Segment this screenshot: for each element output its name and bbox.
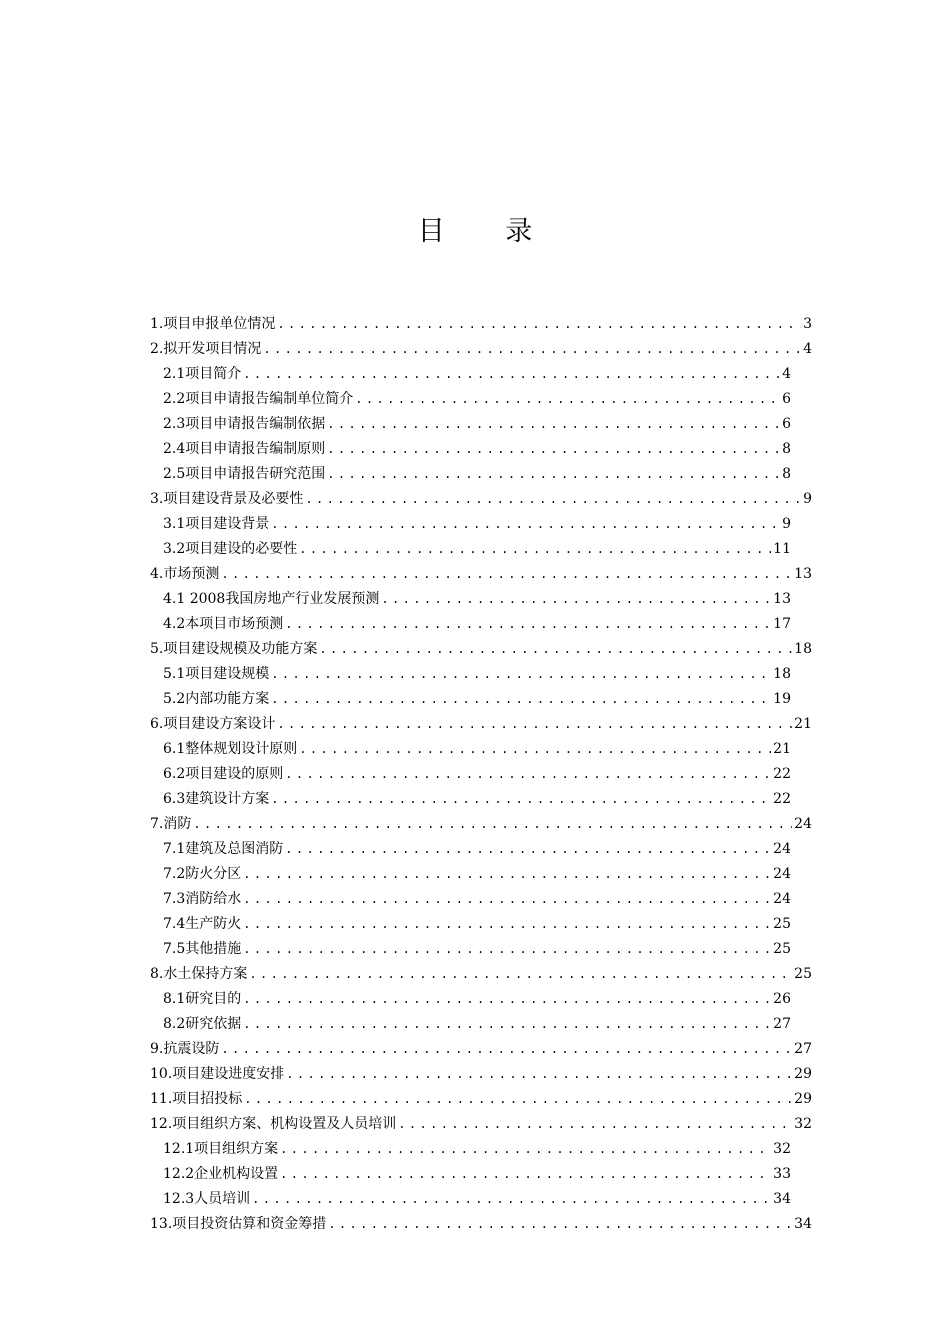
toc-entry[interactable] bbox=[163, 762, 791, 787]
toc-dot-leader bbox=[243, 862, 771, 887]
toc-dot-leader bbox=[280, 1137, 771, 1162]
toc-entry-title: 3.1项目建设背景 bbox=[163, 512, 271, 537]
toc-dot-leader bbox=[244, 1087, 792, 1112]
toc-entry-page-number: 24 bbox=[794, 816, 812, 832]
toc-dot-leader bbox=[327, 412, 780, 437]
toc-entry[interactable] bbox=[150, 487, 812, 512]
toc-entry[interactable] bbox=[163, 737, 791, 762]
toc-entry-title: 5.2内部功能方案 bbox=[163, 687, 271, 712]
toc-dot-leader bbox=[243, 1012, 771, 1037]
toc-entry-page-number: 17 bbox=[773, 616, 791, 632]
toc-entry-title: 4.市场预测 bbox=[150, 562, 221, 587]
toc-entry-title: 6.项目建设方案设计 bbox=[150, 712, 277, 737]
toc-dot-leader bbox=[249, 962, 792, 987]
toc-dot-leader bbox=[221, 1037, 792, 1062]
toc-entry[interactable] bbox=[163, 512, 791, 537]
toc-entry-title: 5.项目建设规模及功能方案 bbox=[150, 637, 319, 662]
toc-entry[interactable] bbox=[150, 962, 812, 987]
toc-entry-page-number: 13 bbox=[773, 591, 791, 607]
toc-dot-leader bbox=[327, 462, 780, 487]
toc-entry-page-number: 9 bbox=[803, 491, 812, 507]
toc-entry-page-number: 26 bbox=[773, 991, 791, 1007]
toc-entry-title: 12.2企业机构设置 bbox=[163, 1162, 280, 1187]
toc-entry-title: 4.2本项目市场预测 bbox=[163, 612, 285, 637]
toc-entry-page-number: 4 bbox=[803, 341, 812, 357]
toc-entry-title: 7.3消防给水 bbox=[163, 887, 243, 912]
toc-dot-leader bbox=[263, 337, 801, 362]
toc-entry-title: 3.项目建设背景及必要性 bbox=[150, 487, 305, 512]
toc-entry-title: 7.5其他措施 bbox=[163, 937, 243, 962]
toc-entry[interactable] bbox=[150, 1212, 812, 1237]
toc-dot-leader bbox=[221, 562, 792, 587]
toc-dot-leader bbox=[327, 437, 780, 462]
toc-entry-page-number: 6 bbox=[782, 391, 791, 407]
toc-entry-page-number: 8 bbox=[782, 466, 791, 482]
toc-entry-title: 3.2项目建设的必要性 bbox=[163, 537, 299, 562]
toc-entry-title: 8.水土保持方案 bbox=[150, 962, 249, 987]
toc-dot-leader bbox=[277, 712, 792, 737]
toc-entry-title: 2.5项目申请报告研究范围 bbox=[163, 462, 327, 487]
toc-entry-page-number: 3 bbox=[803, 316, 812, 332]
toc-entry-page-number: 22 bbox=[773, 766, 791, 782]
toc-dot-leader bbox=[271, 687, 771, 712]
toc-dot-leader bbox=[243, 362, 780, 387]
toc-entry[interactable] bbox=[163, 587, 791, 612]
toc-entry-title: 2.1项目简介 bbox=[163, 362, 243, 387]
toc-entry[interactable] bbox=[163, 987, 791, 1012]
toc-dot-leader bbox=[398, 1112, 792, 1137]
toc-dot-leader bbox=[271, 662, 771, 687]
toc-entry-title: 2.2项目申请报告编制单位简介 bbox=[163, 387, 355, 412]
toc-entry[interactable] bbox=[163, 537, 791, 562]
toc-entry[interactable] bbox=[163, 362, 791, 387]
toc-entry-page-number: 25 bbox=[773, 916, 791, 932]
toc-entry-title: 2.3项目申请报告编制依据 bbox=[163, 412, 327, 437]
toc-entry-title: 2.4项目申请报告编制原则 bbox=[163, 437, 327, 462]
toc-dot-leader bbox=[299, 737, 771, 762]
toc-entry-page-number: 18 bbox=[794, 641, 812, 657]
toc-entry-page-number: 24 bbox=[773, 891, 791, 907]
toc-dot-leader bbox=[299, 537, 771, 562]
toc-entry[interactable] bbox=[163, 662, 791, 687]
toc-entry-title: 7.1建筑及总图消防 bbox=[163, 837, 285, 862]
toc-entry[interactable] bbox=[150, 637, 812, 662]
toc-entry[interactable] bbox=[163, 1012, 791, 1037]
toc-entry[interactable] bbox=[163, 387, 791, 412]
toc-dot-leader bbox=[252, 1187, 771, 1212]
toc-entry-title: 12.1项目组织方案 bbox=[163, 1137, 280, 1162]
toc-dot-leader bbox=[243, 912, 771, 937]
toc-entry-page-number: 13 bbox=[794, 566, 812, 582]
toc-entry[interactable] bbox=[163, 1137, 791, 1162]
toc-dot-leader bbox=[271, 787, 771, 812]
table-of-contents bbox=[0, 312, 950, 1237]
toc-entry-page-number: 25 bbox=[773, 941, 791, 957]
toc-entry-page-number: 22 bbox=[773, 791, 791, 807]
toc-entry-title: 11.项目招投标 bbox=[150, 1087, 244, 1112]
toc-entry-title: 7.4生产防火 bbox=[163, 912, 243, 937]
toc-entry-page-number: 29 bbox=[794, 1066, 812, 1082]
toc-entry-page-number: 29 bbox=[794, 1091, 812, 1107]
toc-dot-leader bbox=[286, 1062, 792, 1087]
toc-entry-page-number: 21 bbox=[794, 716, 812, 732]
toc-dot-leader bbox=[271, 512, 780, 537]
toc-dot-leader bbox=[193, 812, 792, 837]
toc-dot-leader bbox=[285, 612, 771, 637]
toc-entry[interactable] bbox=[163, 437, 791, 462]
toc-entry-title: 8.1研究目的 bbox=[163, 987, 243, 1012]
toc-entry-page-number: 32 bbox=[794, 1116, 812, 1132]
toc-entry[interactable] bbox=[150, 1037, 812, 1062]
toc-entry-title: 6.2项目建设的原则 bbox=[163, 762, 285, 787]
toc-dot-leader bbox=[285, 762, 771, 787]
toc-entry[interactable] bbox=[163, 612, 791, 637]
toc-entry[interactable] bbox=[163, 912, 791, 937]
toc-entry-page-number: 34 bbox=[794, 1216, 812, 1232]
toc-entry-page-number: 27 bbox=[773, 1016, 791, 1032]
toc-entry[interactable] bbox=[163, 862, 791, 887]
toc-entry-page-number: 27 bbox=[794, 1041, 812, 1057]
toc-dot-leader bbox=[243, 937, 771, 962]
toc-entry-title: 4.1 2008我国房地产行业发展预测 bbox=[163, 587, 381, 612]
toc-dot-leader bbox=[305, 487, 801, 512]
toc-entry[interactable] bbox=[163, 1187, 791, 1212]
toc-entry[interactable] bbox=[163, 787, 791, 812]
toc-entry[interactable] bbox=[150, 1112, 812, 1137]
toc-entry-title: 7.2防火分区 bbox=[163, 862, 243, 887]
toc-entry-page-number: 21 bbox=[773, 741, 791, 757]
toc-entry-page-number: 25 bbox=[794, 966, 812, 982]
toc-entry-title: 2.拟开发项目情况 bbox=[150, 337, 263, 362]
toc-entry-title: 7.消防 bbox=[150, 812, 193, 837]
toc-entry[interactable] bbox=[150, 562, 812, 587]
toc-entry-title: 8.2研究依据 bbox=[163, 1012, 243, 1037]
toc-entry-title: 6.1整体规划设计原则 bbox=[163, 737, 299, 762]
toc-entry-page-number: 33 bbox=[773, 1166, 791, 1182]
toc-entry-page-number: 32 bbox=[773, 1141, 791, 1157]
toc-entry-title: 12.项目组织方案、机构设置及人员培训 bbox=[150, 1112, 398, 1137]
toc-entry-page-number: 4 bbox=[782, 366, 791, 382]
toc-dot-leader bbox=[381, 587, 771, 612]
toc-entry[interactable] bbox=[150, 337, 812, 362]
toc-dot-leader bbox=[243, 887, 771, 912]
toc-entry[interactable] bbox=[163, 412, 791, 437]
toc-entry-page-number: 34 bbox=[773, 1191, 791, 1207]
toc-entry-page-number: 24 bbox=[773, 866, 791, 882]
toc-entry-page-number: 19 bbox=[773, 691, 791, 707]
toc-entry-title: 9.抗震设防 bbox=[150, 1037, 221, 1062]
toc-entry-page-number: 9 bbox=[782, 516, 791, 532]
toc-dot-leader bbox=[280, 1162, 771, 1187]
toc-entry-page-number: 18 bbox=[773, 666, 791, 682]
toc-entry[interactable] bbox=[150, 812, 812, 837]
toc-entry[interactable] bbox=[150, 312, 812, 337]
toc-dot-leader bbox=[319, 637, 792, 662]
toc-entry-page-number: 8 bbox=[782, 441, 791, 457]
toc-entry[interactable] bbox=[163, 1162, 791, 1187]
toc-entry[interactable] bbox=[163, 687, 791, 712]
toc-entry-title: 5.1项目建设规模 bbox=[163, 662, 271, 687]
toc-dot-leader bbox=[277, 312, 801, 337]
toc-entry[interactable] bbox=[163, 837, 791, 862]
toc-entry-title: 10.项目建设进度安排 bbox=[150, 1062, 286, 1087]
toc-entry-title: 1.项目申报单位情况 bbox=[150, 312, 277, 337]
toc-entry[interactable] bbox=[150, 1062, 812, 1087]
toc-entry-page-number: 24 bbox=[773, 841, 791, 857]
toc-entry-title: 6.3建筑设计方案 bbox=[163, 787, 271, 812]
toc-entry[interactable] bbox=[163, 887, 791, 912]
toc-dot-leader bbox=[355, 387, 780, 412]
toc-entry[interactable] bbox=[163, 462, 791, 487]
toc-entry[interactable] bbox=[163, 937, 791, 962]
toc-entry-page-number: 6 bbox=[782, 416, 791, 432]
toc-dot-leader bbox=[328, 1212, 792, 1237]
toc-dot-leader bbox=[285, 837, 771, 862]
toc-entry[interactable] bbox=[150, 1087, 812, 1112]
toc-dot-leader bbox=[243, 987, 771, 1012]
toc-entry-title: 13.项目投资估算和资金筹措 bbox=[150, 1212, 328, 1237]
toc-entry[interactable] bbox=[150, 712, 812, 737]
toc-entry-page-number: 11 bbox=[773, 541, 791, 557]
toc-entry-title: 12.3人员培训 bbox=[163, 1187, 252, 1212]
toc-title: 目 录 bbox=[417, 216, 559, 248]
